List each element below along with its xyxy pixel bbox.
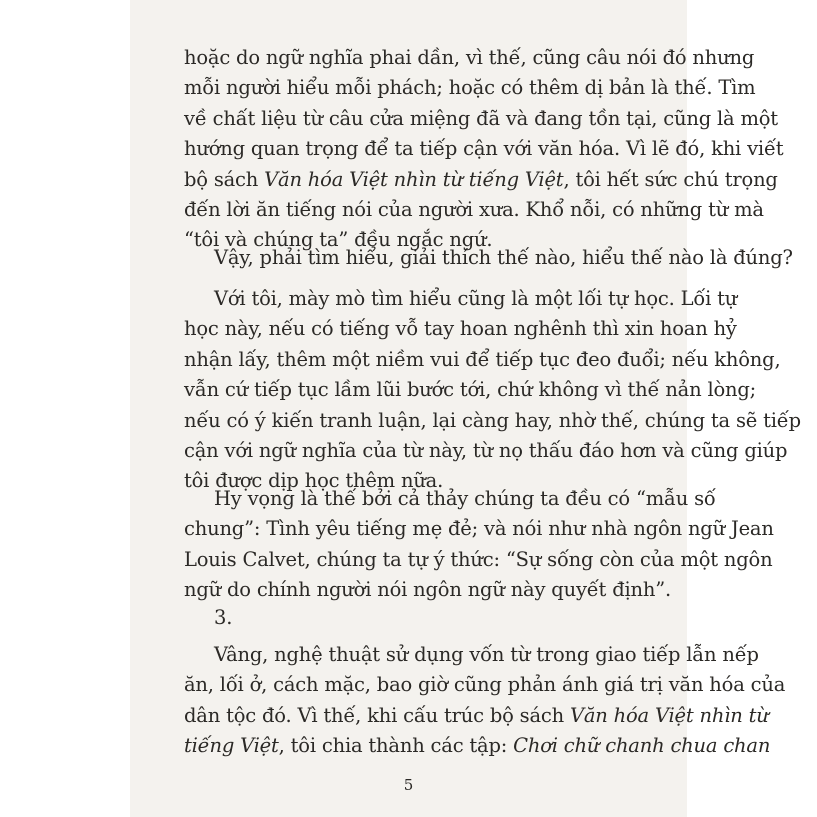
text-run: học này, nếu có tiếng vỗ tay hoan nghênh thì xin hoan hỷ [184,317,737,341]
text-run: ngữ do chính người nói ngôn ngữ này quyết định”. [184,578,671,602]
paragraph [184,484,774,606]
text-line [184,43,755,73]
text-line [184,514,774,544]
text-run: về chất liệu từ câu cửa miệng đã và đang tồn tại, cũng là một [184,106,778,130]
text-line [184,436,788,466]
text-line [184,603,630,633]
italic-title-run: Chơi chữ chanh chua chan [513,734,771,758]
text-line [184,134,784,164]
italic-title-run: tiếng Việt [184,734,279,758]
paragraph [184,243,793,273]
text-line [184,731,771,761]
paragraph [184,284,801,497]
text-run: , tôi hết sức chú trọng [563,167,778,191]
text-line [184,701,769,731]
text-run: cận với ngữ nghĩa của từ này, từ nọ thấu đáo hơn và cũng giúp [184,438,788,462]
page-number: 5 [403,776,414,794]
text-line [184,243,793,273]
text-line [184,284,738,314]
text-run: nhận lấy, thêm một niềm vui để tiếp tục đeo đuổi; nếu không, [184,347,781,371]
text-run: nếu có ý kiến tranh luận, lại càng hay, nhờ thế, chúng ta sẽ tiếp [184,408,801,432]
text-line [184,484,716,514]
italic-title-run: Văn hóa Việt nhìn từ tiếng Việt [264,167,564,191]
text-run: hướng quan trọng để ta tiếp cận với văn hóa. Vì lẽ đó, khi viết [184,137,784,161]
text-run: chung”: Tình yêu tiếng mẹ đẻ; và nói như nhà ngôn ngữ Jean [184,517,774,541]
text-run: dân tộc đó. Vì thế, khi cấu trúc bộ sách [184,703,570,727]
text-run: “tôi và chúng ta” đều ngắc ngứ. [184,228,493,252]
text-run: mỗi người hiểu mỗi phách; hoặc có thêm dị bản là thế. Tìm [184,76,756,100]
text-run: Louis Calvet, chúng ta tự ý thức: “Sự sống còn của một ngôn [184,547,773,571]
text-run: , tôi chia thành các tập: [278,734,514,758]
text-line [184,640,759,670]
text-line [184,670,786,700]
text-line [184,406,801,436]
text-line [184,165,778,195]
text-line [184,345,781,375]
text-line [184,73,756,103]
text-line [184,545,773,575]
text-run: ăn, lối ở, cách mặc, bao giờ cũng phản ánh giá trị văn hóa của [184,673,786,697]
paragraph [184,640,786,762]
text-line [184,195,764,225]
text-run: đến lời ăn tiếng nói của người xưa. Khổ nỗi, có những từ mà [184,197,764,221]
text-run: hoặc do ngữ nghĩa phai dần, vì thế, cũng câu nói đó nhưng [184,46,755,69]
text-run: bộ sách [184,167,265,191]
text-line [184,375,757,405]
text-run: vẫn cứ tiếp tục lầm lũi bước tới, chứ không vì thế nản lòng; [184,378,757,402]
book-page [130,0,801,817]
text-line [184,575,671,605]
paragraph [184,43,784,256]
text-line [184,104,778,134]
text-run: 3. [214,606,233,629]
italic-title-run: Văn hóa Việt nhìn từ [569,703,769,727]
text-run: tôi được dịp học thêm nữa. [184,469,444,493]
text-run: Vậy, phải tìm hiểu, giải thích thế nào, hiểu thế nào là đúng? [214,246,793,269]
text-run: Vâng, nghệ thuật sử dụng vốn từ trong giao tiếp lẫn nếp [214,643,759,666]
text-run: Với tôi, mày mò tìm hiểu cũng là một lối tự học. Lối tự [214,287,738,310]
section-number [184,603,630,633]
text-run: Hy vọng là thế bởi cả thảy chúng ta đều có “mẫu số [214,487,716,510]
text-line [184,314,737,344]
